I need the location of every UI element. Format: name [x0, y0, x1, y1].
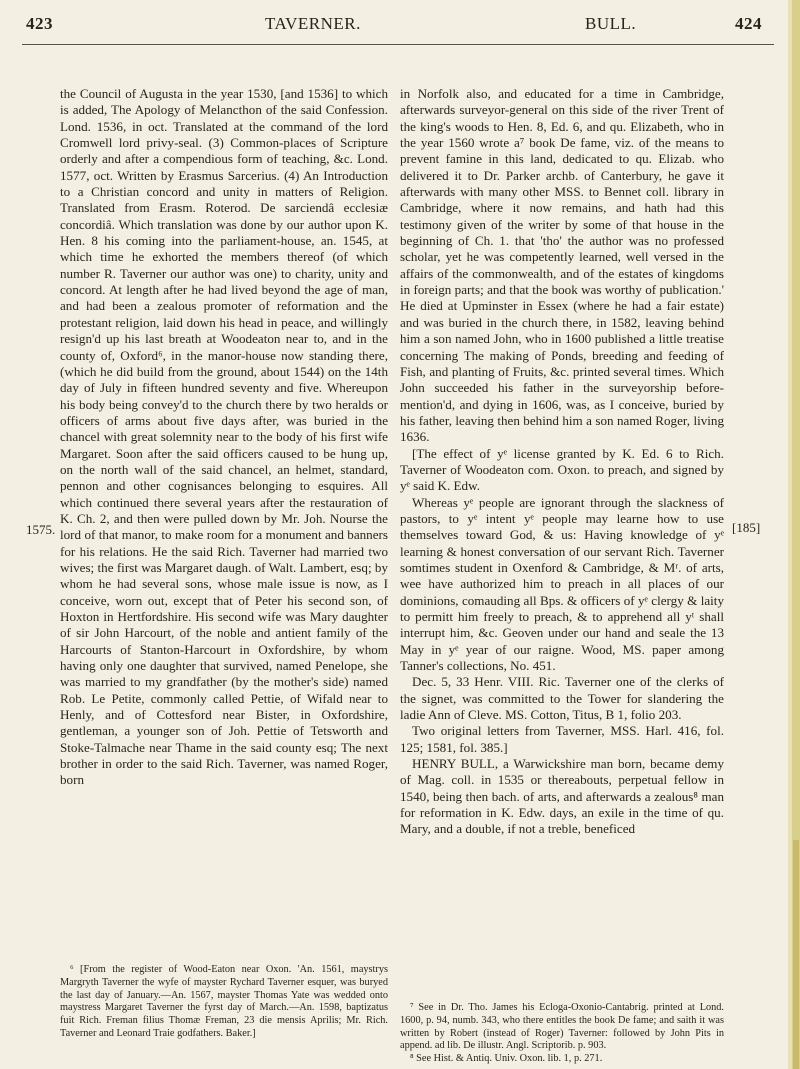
- right-paragraph-5: Two original letters from Taverner, MSS. Harl. 416, fol. 125; 1581, fol. 385.]: [400, 723, 724, 755]
- page-number-left: 423: [26, 14, 53, 33]
- header-rule: [22, 44, 774, 45]
- right-paragraph-6: HENRY BULL, a Warwickshire man born, became demy of Mag. coll. in 1535 or thereabouts, perpetual fellow in 1540, being then bach. of arts, and afterwards a zealous⁸ man for reformation in K. Edw. days, an exile in the time of qu. Mary, and a double, if not a treble, beneficed: [400, 756, 724, 837]
- footnote-7: ⁷ See in Dr. Tho. James his Ecloga-Oxonio-Cantabrig. printed at Lond. 1600, p. 94, numb. 343, who there entitles the book De fame; and saith it was written by Robert (instead of Roger) Taverner: followed by John Pits in append. ad lib. De illustr. Angl. Scriptorib. p. 903.: [400, 1002, 724, 1052]
- right-footnotes: [400, 1002, 724, 1066]
- right-paragraph-1: in Norfolk also, and educated for a time in Cambridge, afterwards surveyor-general on this side of the river Trent of the king's woods to Hen. 8, Ed. 6, and qu. Elizabeth, who in the year 1560 wrote a⁷ book De fame, viz. of the means to prevent famine in this land, dedicated to qu. Elizab. who delivered it to Dr. Parker archb. of Canterbury, he gave it afterwards with many other MSS. to Bennet coll. library in Cambridge, where it now remains, and hath had this testimony given of the writer by some of that house in the beginning of Ch. 1. that 'tho' the author was no professed scholar, yet he was competently learned, well versed in the affairs of the commonwealth, and of the estates of kingdoms in foreign parts; and that the book was worthy of publication.' He died at Upminster in Essex (where he had a fair estate) and was buried in the church there, in 1582, leaving behind him a son named John, who in 1600 published a little treatise concerning The making of Ponds, breeding and feeding of Fish, and planting of Fruits, &c. printed several times. Which John succeeded his father in the surveyorship before-mention'd, and dying in 1606, was, as I conceive, buried by his father, leaving then behind him a son named Roger, living 1636.: [400, 86, 724, 445]
- margin-note-page-ref: [185]: [732, 520, 761, 535]
- page-number-right: 424: [735, 14, 762, 33]
- footnote-8: ⁸ See Hist. & Antiq. Univ. Oxon. lib. 1, p. 271.: [410, 1053, 603, 1065]
- running-head-right: BULL.: [585, 14, 637, 33]
- left-paragraph: the Council of Augusta in the year 1530, [and 1536] to which is added, The Apology of Melancthon of the said Confession. Lond. 1536, in oct. Translated at the command of the lord Cromwell lord privy-seal. (3) Common-places of Scripture orderly and after a compendious form of teaching, &c. Lond. 1577, oct. Written by Erasmus Sarcerius. (4) An Introduction to a Christian concord and unity in matters of Religion. Translated from Erasm. Roterod. De sarciendâ ecclesiæ concordiâ. Which translation was done by our author upon K. Hen. 8 his coming into the parliament-house, an. 1545, at which time he exhorted the members thereof (of which number R. Taverner our author was one) to charity, unity and concord. At length after he had lived beyond the age of man, and had been a zealous promoter of reformation and the protestant religion, laid down his head in peace, and willingly resign'd up his last breath at Woodeaton near to, and in the county of, Oxford⁶, in the manor-house now standing there, (which he did build from the ground, about 1544) on the 14th day of July in fifteen hundred seventy and five. Whereupon his body being convey'd to the church there by two heralds or officers of arms about five days after, was buried in the chancel with great solemnity near to the body of his first wife Margaret. Soon after the said officers caused to be hung up, on the north wall of the said chancel, an helmet, standard, pennon and other cognisances belonging to esquires. All which continued there several years after the restauration of K. Ch. 2, and then were pulled down by Mr. Joh. Nourse the lord of that manor, to make room for a monument and banners for his relations. He the said Rich. Taverner had married two wives; the first was Margaret daugh. of Walt. Lambert, esq; by whom he had several sons, whose male issue is now, as I conceive, worn out, except that of Peter his second son, of Hoxton in Hertfordshire. His second wife was Mary daughter of sir John Harcourt, of the noble and antient family of the Harcourts of Stanton-Harcourt in Oxfordshire, by whom having only one daughter that survived, named Penelope, she was married to my grandfather (by the mother's side) named Rob. Le Petite, commonly called Pettie, of Wifald near to Henly, and of Cottesford near Bister, in Oxfordshire, gentleman, a younger son of Joh. Pettie of Tetsworth and Stoke-Talmache near Thame in the said county esq; The next brother in order to the said Rich. Taverner, was named Roger, born: [60, 86, 388, 788]
- footnote-6: ⁶ [From the register of Wood-Eaton near Oxon. 'An. 1561, maystrys Margryth Taverner the wyfe of mayster Rychard Taverner esquer, was buryed the last day of January.—An. 1567, mayster Thomas Yate was wedded onto maystress Margaret Taverner the fyrst day of March.—An. 1598, baptizatus fuit Rich. Freman filius Thomæ Freman, 23 die mensis Aprilis; Mr. Rich. Taverner and Leonard Traie godfathers. Baker.]: [60, 964, 388, 1039]
- right-paragraph-4: Dec. 5, 33 Henr. VIII. Ric. Taverner one of the clerks of the signet, was committed to the Tower for slandering the ladie Ann of Cleve. MS. Cotton, Titus, B 1, folio 203.: [400, 674, 724, 723]
- right-paragraph-2: [The effect of yᵉ license granted by K. Ed. 6 to Rich. Taverner of Woodeaton com. Oxon. to preach, and signed by yᵉ said K. Edw.: [400, 445, 724, 494]
- page-edge-stain: [793, 840, 799, 1069]
- margin-note-year: 1575.: [26, 522, 56, 537]
- right-paragraph-3: Whereas yᵉ people are ignorant through the slackness of pastors, to yᵉ intent yᵉ people may learne how to use themselves toward God, & us: Having knowledge of yᵉ learning & honest conversation of our servant Rich. Taverner somtimes student in Oxenford & Cambridge, & Mʳ. of arts, wee have authorized him to preach in all places of our dominions, comauding all Bps. & officers of yᵉ clergy & laity to permitt him freely to preach, & to apprehend all yᵗ shall interrupt him, &c. Geoven under our hand and seale the 13 May in yᵉ year of our raigne. Wood, MS. paper among Tanner's collections, No. 451.: [400, 494, 724, 674]
- left-footnote: [60, 964, 388, 1041]
- left-column: [60, 86, 388, 789]
- running-head-left: TAVERNER.: [265, 14, 361, 33]
- right-column: [400, 86, 724, 838]
